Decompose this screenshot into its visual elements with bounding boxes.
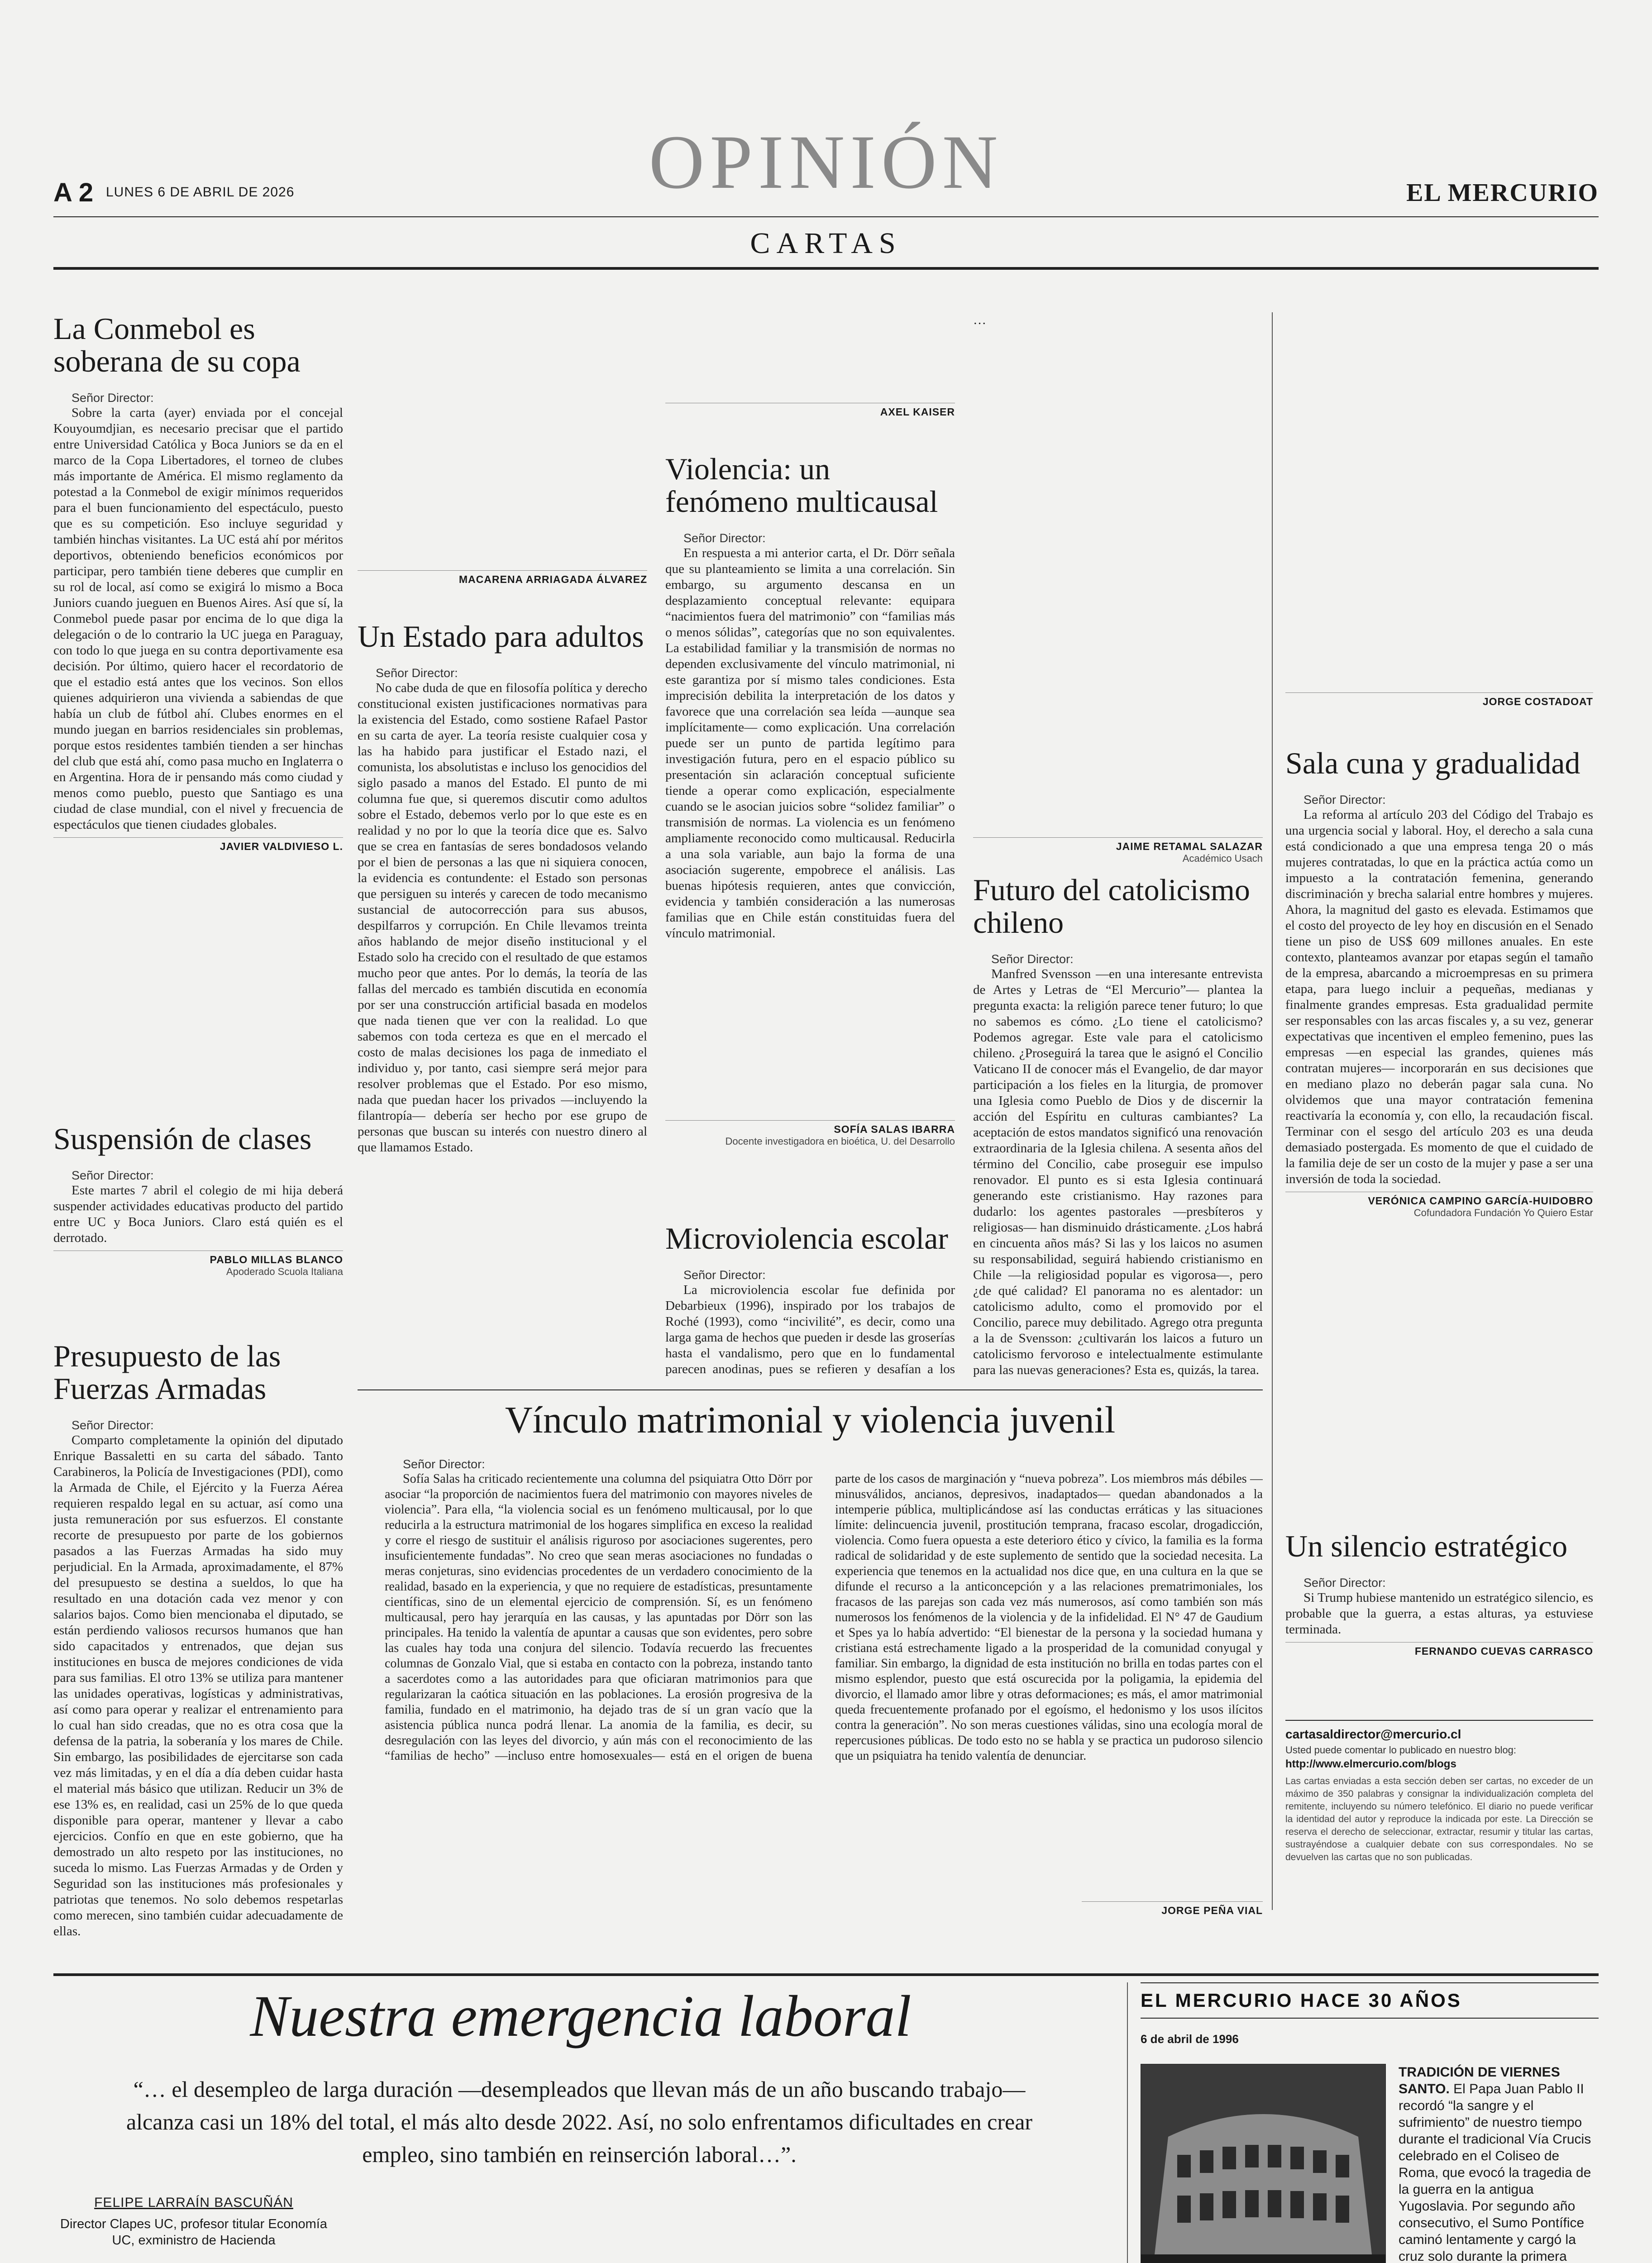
history-title: EL MERCURIO HACE 30 AÑOS bbox=[1141, 1990, 1462, 2011]
letter-signature: SOFÍA SALAS IBARRA bbox=[665, 1120, 955, 1136]
history-item-1 bbox=[1399, 2064, 1598, 2263]
letter-signature: FERNANDO CUEVAS CARRASCO bbox=[1285, 1642, 1593, 1657]
subsection-title: CARTAS bbox=[750, 227, 902, 260]
letter-estado-cont bbox=[665, 312, 955, 418]
salutation: Señor Director: bbox=[1303, 1576, 1386, 1590]
history-item bbox=[1399, 2064, 1598, 2263]
contact-rules: Las cartas enviadas a esta sección deben ser cartas, no exceder de un máximo de 350 palabras y consignar la individualización completa del remitente, incluyendo su número telefónico. El diario no puede verificar la identidad del autor y reproduce la indicada por este. La Dirección se reserva el derecho de seleccionar, extractar, resumir y titular las cartas, sustrayéndose a cualquier debate con sus correspondales. No se devuelven las cartas que no son publicadas. bbox=[1285, 1776, 1593, 1862]
letter-affiliation: Cofundadora Fundación Yo Quiero Estar bbox=[1413, 1207, 1593, 1218]
letter-body: Si Trump hubiese mantenido un estratégico silencio, es probable que la guerra, a estas alturas, ya estuviese terminada. bbox=[1285, 1590, 1593, 1637]
letter-conmebol bbox=[53, 312, 343, 853]
letter-title: Sala cuna y gradualidad bbox=[1285, 746, 1580, 780]
salutation: Señor Director: bbox=[72, 1418, 154, 1432]
letter-body: Manfred Svensson —en una interesante entrevista de Artes y Letras de “El Mercurio”— plantea la pregunta exacta: la religión parece tener futuro; lo que no sabemos es cómo. ¿Lo tiene el catolicismo? Podemos agregar. Este vale para el catolicismo chileno. ¿Proseguirá la tarea que le asignó el Concilio Vaticano II de conocer más el Evangelio, de dar mayor participación a los fieles en la liturgia, de promover una Iglesia como Pueblo de Dios y de discernir la acción del Espíritu en culturas cambiantes? La aceptación de estos mandatos significó una renovación extraordinaria de la Iglesia chilena. A sesenta años del término del Concilio, cabe proseguir ese impulso renovador. El punto es si esta Iglesia continuará generando este cristianismo. Hay razones para dudarlo: los agentes pastorales —presbíteros y religiosas— han disminuido drásticamente. ¿Los habrá en cincuenta años más? Si las y los laicos no asumen su responsabilidad, seguirá habiendo cristianismo en Chile —la religiosidad popular es vigorosa—, pero ¿de qué calidad? El panorama no es alentador: un catolicismo adulto, como el promovido por el Concilio, parece muy debilitado. Agrego otra pregunta a la de Svensson: ¿cultivarán los laicos a futuro un catolicismo fervoroso e intelectualmente estimulante para las nuevas generaciones? Esta es, quizás, la tarea. bbox=[973, 967, 1263, 1377]
salutation: Señor Director: bbox=[403, 1457, 485, 1471]
column-divider bbox=[1272, 312, 1273, 1910]
letter-title: Futuro del catolicismo chileno bbox=[973, 873, 1250, 940]
letter-presupuesto-cont bbox=[358, 312, 647, 586]
salutation: Señor Director: bbox=[72, 1169, 154, 1182]
letter-body: Este martes 7 abril el colegio de mi hija deberá suspender actividades educativas producto del partido entre UC y Boca Juniors. Claro está quién es el derrotado. bbox=[53, 1183, 343, 1245]
letter-signature: JORGE COSTADOAT bbox=[1285, 692, 1593, 708]
salutation: Señor Director: bbox=[72, 391, 154, 405]
letter-vinculo bbox=[385, 1457, 1263, 1917]
author-role: Director Clapes UC, profesor titular Economía UC, exministro de Hacienda bbox=[60, 2217, 327, 2248]
issue-date: LUNES 6 DE ABRIL DE 2026 bbox=[106, 185, 295, 200]
salutation: Señor Director: bbox=[683, 1268, 766, 1282]
letter-body: Sobre la carta (ayer) enviada por el concejal Kouyoumdjian, es necesario precisar que el partido entre Universidad Católica y Boca Juniors se da en el marco de la Copa Libertadores, el torneo de clubes más importante de América. El mismo reglamento da potestad a la Conmebol de exigir mínimos requeridos para el buen funcionamiento del espectáculo, puesto que es su competición. Eso incluye seguridad y también hinchas visitantes. La UC está ahí por méritos deportivos, obteniendo beneficios económicos por participar, pero también tiene deberes que cumplir en su rol de local, así como se exigirá lo mismo a Boca Juniors cuando jueguen en Buenos Aires. Así que sí, la Conmebol puede pasar por encima de lo que diga la delegación o de lo contrario la UC juega en Paraguay, con todo lo que juega en su contra deportivamente esa decisión. Por último, quiero hacer el recordatorio de que el estadio está antes que los vecinos. Son ellos quienes adquirieron una vivienda a sabiendas de que había un club de fútbol ahí. Clubes enormes en el mundo juegan en barrios residenciales sin problemas, porque estos residentes también tienden a ser hinchas del club que está ahí, como pasa mucho en Inglaterra o en Argentina. Hora de ir pensando más como ciudad y menos como pueblo, puesto que Santiago es una ciudad de clase mundial, con el nivel y frecuencia de espectáculos que tienen ciudades globales. bbox=[53, 406, 343, 832]
letter-microviolencia-cont bbox=[973, 312, 1263, 864]
colosseum-photo bbox=[1141, 2064, 1386, 2263]
letter-body: No cabe duda de que en filosofía política y derecho constitucional existen justificaciones normativas para la existencia del Estado, como sostiene Rafael Pastor en su carta de ayer. La teoría resiste cualquier cosa y las ha habido para justificar el Estado nazi, el comunista, los absolutistas e incluso los genocidios del siglo pasado a manos del Estado. El punto de mi columna fue que, si queremos discutir como adultos sobre el Estado, debemos verlo por lo que este es en realidad y no por lo que la teoría dice que es. Salvo que se crea en fantasías de seres bondadosos velando por el bien de personas a las que ni siquiera conocen, la evidencia es contundente: el Estado son personas que persiguen su interés y carecen de todo mecanismo sustancial de autocorrección para sus abusos, despilfarros y corrupción. En Chile llevamos treinta años hablando de mejor diseño institucional y el Estado solo ha crecido con el resultado de que estamos mucho peor que antes. Por lo demás, la teoría de las fallas del mercado es también discutida en economía por ser una construcción artificial basada en modelos que nada tienen que ver con la realidad. Lo que sabemos con toda certeza es que en el mercado el costo de malas decisiones los paga de inmediato el individuo y, por tanto, casi siempre será mejor para resolver problemas que el Estado. Por eso mismo, nada que puedan hacer los privados —incluyendo la filantropía— debería ser hecho por ese grupo de personas que buscan su interés con nuestro dinero al que llamamos Estado. bbox=[358, 681, 647, 1155]
column-pull-quote: “… el desempleo de larga duración —desempleados que llevan más de un año buscando trabajo— alcanza casi un 18% del total, el más alto desde 2022. Así, no solo enfrentamos dificultades en crear empleo, sino también en reinserción laboral…”. bbox=[126, 2077, 1033, 2167]
salutation: Señor Director: bbox=[683, 531, 766, 545]
letter-body-cont: … bbox=[973, 313, 986, 327]
letter-violencia bbox=[665, 453, 955, 1147]
letter-sala-cuna bbox=[1285, 747, 1593, 1219]
bottom-section-rule bbox=[53, 1973, 1599, 1976]
section-title: OPINIÓN bbox=[649, 119, 1003, 205]
letter-title: Suspensión de clases bbox=[53, 1122, 312, 1156]
letter-vinculo-title: Vínculo matrimonial y violencia juvenil bbox=[505, 1399, 1116, 1441]
subsection-rule bbox=[53, 267, 1599, 270]
blog-intro: Usted puede comentar lo publicado en nuestro blog: bbox=[1285, 1744, 1517, 1756]
column-title: Nuestra emergencia laboral bbox=[250, 1984, 912, 2049]
letter-title: Microviolencia escolar bbox=[665, 1221, 948, 1256]
letter-body: Comparto completamente la opinión del diputado Enrique Bassaletti en su carta del sábado. Tanto Carabineros, la Policía de Investigaciones (PDI), como la Armada de Chile, el Ejército y la Fuerza Aérea requieren respaldo legal en su actuar, así como una justa remuneración por sus esfuerzos. El constante recorte de presupuesto por parte de los gobiernos pasados a las Fuerzas Armadas ha sido muy perjudicial. En la Armada, aproximadamente, el 87% del presupuesto se destina a sueldos, lo que ha resultado en una dotación cada vez menor y con salarios bajos. Como bien mencionaba el diputado, se están perdiendo valiosos recursos humanos que han sido capacitados y entrenados, que dejan sus instituciones en busca de mejores condiciones de vida para sus familias. El otro 13% se utiliza para mantener las unidades operativas, logísticas y administrativas, así como para operar y realizar el entrenamiento para lo cual han sido creadas, que no es otra cosa que la defensa de la patria, la soberanía y los mares de Chile. Sin embargo, las posibilidades de ejercitarse son cada vez más limitadas, y en el día a día deben cuidar hasta el material más básico que utilizan. Reducir un 3% de ese 13% es, en realidad, casi un 25% de lo que queda disponible para operar, mantener y llevar a cabo ejercicios. Confío en que en este gobierno, que ha demostrado un alto respeto por las instituciones, no suceda lo mismo. Las Fuerzas Armadas y de Orden y Seguridad son las instituciones más profesionales y patriotas que tenemos. No solo debemos respetarlas como merecen, sino también cuidar adecuadamente de ellas. bbox=[53, 1433, 343, 1938]
column-author bbox=[53, 2195, 334, 2249]
letter-title: La Conmebol es soberana de su copa bbox=[53, 311, 301, 378]
letter-signature: PABLO MILLAS BLANCO bbox=[53, 1251, 343, 1266]
letter-title: Violencia: un fenómeno multicausal bbox=[665, 452, 938, 519]
letter-title: Presupuesto de las Fuerzas Armadas bbox=[53, 1339, 281, 1406]
letter-body: Sofía Salas ha criticado recientemente una columna del psiquiatra Otto Dörr por asociar “la proporción de nacimientos fuera del matrimonio con mayores niveles de violencia”. Para ella, “la violencia social es un fenómeno multicausal, por lo que reducirla a la estructura matrimonial de los hogares simplifica en exceso la realidad y corre el riesgo de sustituir el análisis riguroso por asociaciones sugerentes, pero insuficientemente fundadas”. No creo que sean meras asociaciones no fundadas o meras conjeturas, sino evidencias procedentes de un verdadero conocimiento de la realidad, basado en la experiencia, y que no requiere de estadísticas, presuntamente científicas, sino de un elemental ejercicio de comprensión. Sí, es un fenómeno multicausal, pero hay jerarquía en las causas, y las apuntadas por Dörr son las principales. Ha tenido la valentía de apuntar a causas que son evidentes, pero sobre las cuales hay toda una conjura del silencio. Todavía recuerdo las frecuentes columnas de Gonzalo Vial, que si estaba en contacto con la pobreza, instando tanto a sacerdotes como a las autoridades para que oficiaran matrimonios para que regularizaran la caótica situación en las poblaciones. La erosión progresiva de la familia, fundado en el matrimonio, ha dejado tras de sí un gran vacío que la asistencia pública nunca podrá llenar. La anomia de la familia, es decir, su desregulación con las leyes del divorcio, y aún más con el reconocimiento de las “familias de hecho” —incluso entre homosexuales— está en el origen de buena parte de los casos de marginación y “nueva pobreza”. Los miembros más débiles —minusválidos, ancianos, depresivos, inadaptados— quedan abandonados a la intemperie pública, multiplicándose así las conductas erráticas y las situaciones límite: delincuencia juvenil, prostitución temprana, fracaso escolar, drogadicción, violencia. Como fuera opuesta a este deterioro ético y cívico, la familia es la forma radical de solidaridad y de este suplemento de sentido que la sociedad necesita. La experiencia que tenemos en la actualidad nos dice que, en una cultura en la que se difunde el recurso a la anticoncepción y a las relaciones prematrimoniales, los fracasos de las parejas son cada vez más numerosos, así como también son más numerosos los fenómenos de la violencia y de la infidelidad. El N° 47 de Gaudium et Spes ya lo había advertido: “El bienestar de la persona y la sociedad humana y cristiana está estrechamente ligado a la prosperidad de la comunidad conyugal y familiar. Sin embargo, la dignidad de esta institución no brilla en todas partes con el mismo esplendor, puesto que está oscurecida por la poligamia, la epidemia del divorcio, el llamado amor libre y otras deformaciones; es más, el amor matrimonial queda frecuentemente profanado por el egoísmo, el hedonismo y los usos ilícitos contra la generación”. No son meras cuestiones válidas, sino una ecología moral de repercusiones públicas. De todo esto no se habla y se practica un pudoroso silencio que un psiquiatra ha tenido valentía de denunciar. bbox=[385, 1472, 1263, 1763]
letter-title: Un Estado para adultos bbox=[358, 619, 644, 654]
salutation: Señor Director: bbox=[376, 666, 458, 680]
feature-top-rule bbox=[358, 1389, 1263, 1390]
letter-signature: AXEL KAISER bbox=[665, 403, 955, 418]
letter-estado bbox=[358, 620, 647, 1477]
masthead-rule bbox=[53, 216, 1599, 217]
history-header bbox=[1141, 1982, 1599, 2019]
author-name: FELIPE LARRAÍN BASCUÑÁN bbox=[94, 2195, 293, 2210]
history-box bbox=[1141, 1982, 1599, 2046]
letter-body: La microviolencia escolar fue definida por Debarbieux (1996), inspirado por los trabajos de Roché (1993), como “incivilité”, es decir, como una larga gama de hechos que pueden ir desde las groserías hasta el vandalismo, pero que en lo fundamental parecen anodinas, pues se refieren y desafían a los bbox=[665, 1283, 955, 1376]
letter-affiliation: Apoderado Scuola Italiana bbox=[226, 1266, 343, 1277]
letter-affiliation: Docente investigadora en bioética, U. del Desarrollo bbox=[725, 1136, 955, 1147]
page-number: A 2 bbox=[53, 178, 94, 207]
letter-signature: VERÓNICA CAMPINO GARCÍA-HUIDOBRO bbox=[1285, 1192, 1593, 1207]
letter-presupuesto bbox=[53, 1340, 343, 2039]
contact-email[interactable]: cartasaldirector@mercurio.cl bbox=[1285, 1727, 1461, 1741]
history-item-head: TRADICIÓN DE VIERNES SANTO. bbox=[1399, 2065, 1560, 2096]
history-item-text: El Papa Juan Pablo II recordó “la sangre y el sufrimiento” de nuestro tiempo durante el tradicional Vía Crucis celebrado en el Coliseo de Roma, que evocó la tragedia de la guerra en la antigua Yugoslavia. Por segundo año consecutivo, el Sumo Pontífice caminó lentamente y cargó la cruz solo durante la primera bbox=[1399, 2082, 1591, 2263]
history-divider bbox=[1127, 1982, 1128, 2263]
history-date: 6 de abril de 1996 bbox=[1141, 2032, 1239, 2046]
letter-body: En respuesta a mi anterior carta, el Dr. Dörr señala que su planteamiento se limita a una correlación. Sin embargo, su argumento descansa en un desplazamiento conceptual relevante: equipara “nacimientos fuera del matrimonio” con “familias más o menos sólidas”, categorías que no son equivalentes. La estabilidad familiar y la transmisión de normas no dependen exclusivamente del vínculo matrimonial, ni este garantiza por sí mismo tales condiciones. Esta imprecisión debilita la interpretación de los datos y favorece que una correlación sea leída —aunque sea implícitamente— como explicación. Una correlación puede ser un punto de partida legítimo para investigación futura, pero en el espacio público su presentación sin aclaración conceptual suficiente tiende a operar como explicación, especialmente cuando se le asocian juicios sobre “solidez familiar” o transmisión de normas. La violencia es un fenómeno ampliamente reconocido como multicausal. Reducirla a una sola variable, aun bajo la forma de una asociación sugerente, empobrece el análisis. Las buenas hipótesis requieren, antes que convicción, evidencia y también consideración a las numerosas familias que en Chile están constituidas fuera del vínculo matrimonial. bbox=[665, 546, 955, 941]
salutation: Señor Director: bbox=[1303, 793, 1386, 807]
letter-signature: JAIME RETAMAL SALAZAR bbox=[973, 837, 1263, 853]
letter-affiliation: Académico Usach bbox=[1182, 853, 1263, 864]
letter-title: Un silencio estratégico bbox=[1285, 1529, 1568, 1563]
letter-signature: JAVIER VALDIVIESO L. bbox=[53, 837, 343, 853]
letter-silencio bbox=[1285, 1530, 1593, 1657]
newspaper-logo: EL MERCURIO bbox=[1406, 179, 1599, 207]
blog-link[interactable]: http://www.elmercurio.com/blogs bbox=[1285, 1758, 1456, 1770]
letter-catolicismo bbox=[973, 874, 1263, 1469]
letter-suspension bbox=[53, 1122, 343, 1278]
letter-body: La reforma al artículo 203 del Código del Trabajo es una urgencia social y laboral. Hoy, el derecho a sala cuna está condicionado a que una empresa tenga 20 o más mujeres contratadas, lo que en la práctica actúa como un impuesto a la contratación femenina, generando discriminación y brecha salarial entre hombres y mujeres. Ahora, la magnitud del gasto es elevada. Estimamos que el costo del proyecto de ley hoy en discusión en el Senado tiene un piso de US$ 609 millones anuales. En este contexto, planteamos avanzar por etapas según el tamaño de la empresa, abarcando a microempresas en su primera etapa, para luego incluir a pequeñas, medianas y finalmente grandes empresas. Esta gradualidad permite ser responsables con las arcas fiscales y, a su vez, generar expectativas que incentiven el empleo femenino, pues las empresas —en especial las grandes, quienes más contratan mujeres— incorporarán en sus decisiones que en mediano plazo no deberán pagar sala cuna. No olvidemos que una mayor contratación femenina reactivaría la economía y, con ello, la recaudación fiscal. Terminar con el sesgo del artículo 203 es una deuda demasiado postergada. Es momento de que el cuidado de la familia deje de ser un costo de la mujer y pase a ser una inversión de toda la sociedad. bbox=[1285, 807, 1593, 1186]
letter-catolicismo-cont bbox=[1285, 312, 1593, 708]
letter-signature: MACARENA ARRIAGADA ÁLVAREZ bbox=[358, 570, 647, 586]
contact-box bbox=[1285, 1720, 1593, 1864]
letter-microviolencia bbox=[665, 1222, 955, 1377]
letter-signature: JORGE PEÑA VIAL bbox=[1082, 1901, 1263, 1917]
salutation: Señor Director: bbox=[991, 952, 1074, 966]
